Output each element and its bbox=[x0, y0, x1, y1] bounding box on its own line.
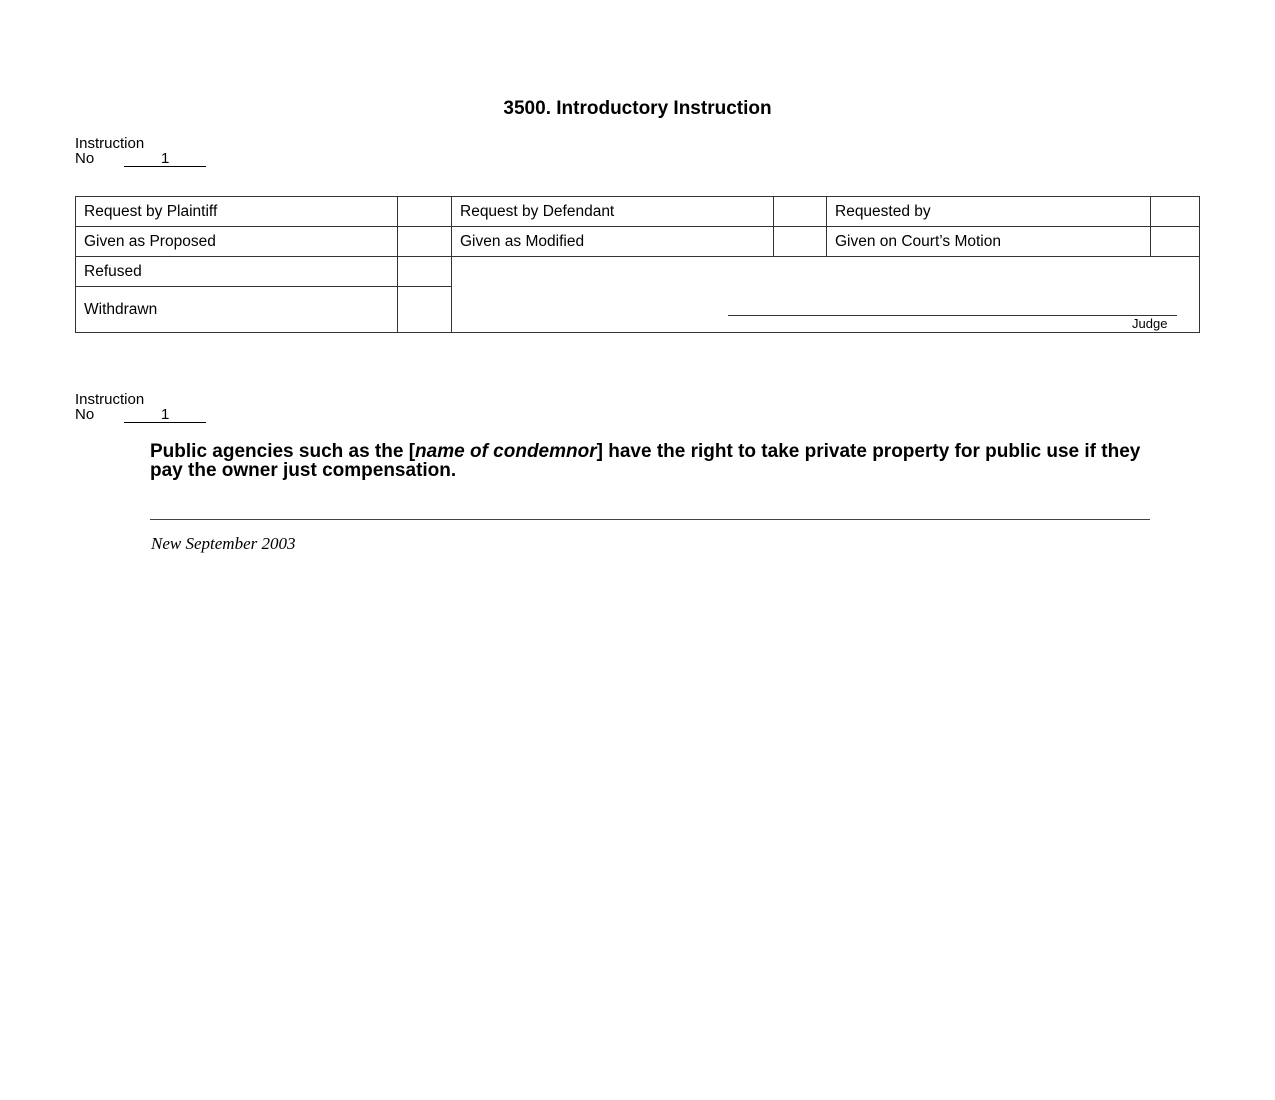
given-court-box[interactable] bbox=[1150, 226, 1200, 257]
judge-label: Judge bbox=[1132, 316, 1168, 331]
refused-box[interactable] bbox=[397, 256, 452, 287]
divider bbox=[150, 519, 1150, 520]
withdrawn-box[interactable] bbox=[397, 286, 452, 333]
given-modified-label: Given as Modified bbox=[451, 226, 774, 257]
no-label: No bbox=[75, 150, 95, 167]
given-proposed-label: Given as Proposed bbox=[75, 226, 398, 257]
judge-signature-cell bbox=[451, 256, 1200, 333]
body-text-part: Public agencies such as the [ bbox=[150, 441, 416, 462]
instruction-number: 1 bbox=[124, 408, 206, 423]
given-modified-box[interactable] bbox=[773, 226, 827, 257]
requested-by-label: Requested by bbox=[826, 196, 1151, 227]
instruction-number-block bbox=[75, 136, 206, 167]
request-plaintiff-label: Request by Plaintiff bbox=[75, 196, 398, 227]
refused-label: Refused bbox=[75, 256, 398, 287]
request-plaintiff-box[interactable] bbox=[397, 196, 452, 227]
instruction-label: Instruction bbox=[75, 391, 145, 408]
given-proposed-box[interactable] bbox=[397, 226, 452, 257]
request-defendant-label: Request by Defendant bbox=[451, 196, 774, 227]
instruction-number: 1 bbox=[124, 152, 206, 167]
revision-date: New September 2003 bbox=[151, 534, 296, 553]
request-defendant-box[interactable] bbox=[773, 196, 827, 227]
instruction-text bbox=[150, 442, 1150, 480]
no-label: No bbox=[75, 406, 95, 423]
instruction-number-block-2 bbox=[75, 392, 206, 423]
given-court-label: Given on Court’s Motion bbox=[826, 226, 1151, 257]
judge-signature-line[interactable] bbox=[728, 315, 1177, 316]
body-text-part: ] have the right to take private property for public use if they pay the owner just compensation. bbox=[150, 441, 1141, 481]
body-placeholder: name of condemnor bbox=[415, 441, 597, 462]
requested-by-box[interactable] bbox=[1150, 196, 1200, 227]
page-title: 3500. Introductory Instruction bbox=[503, 98, 772, 119]
withdrawn-label: Withdrawn bbox=[75, 286, 398, 333]
instruction-label: Instruction bbox=[75, 135, 145, 152]
